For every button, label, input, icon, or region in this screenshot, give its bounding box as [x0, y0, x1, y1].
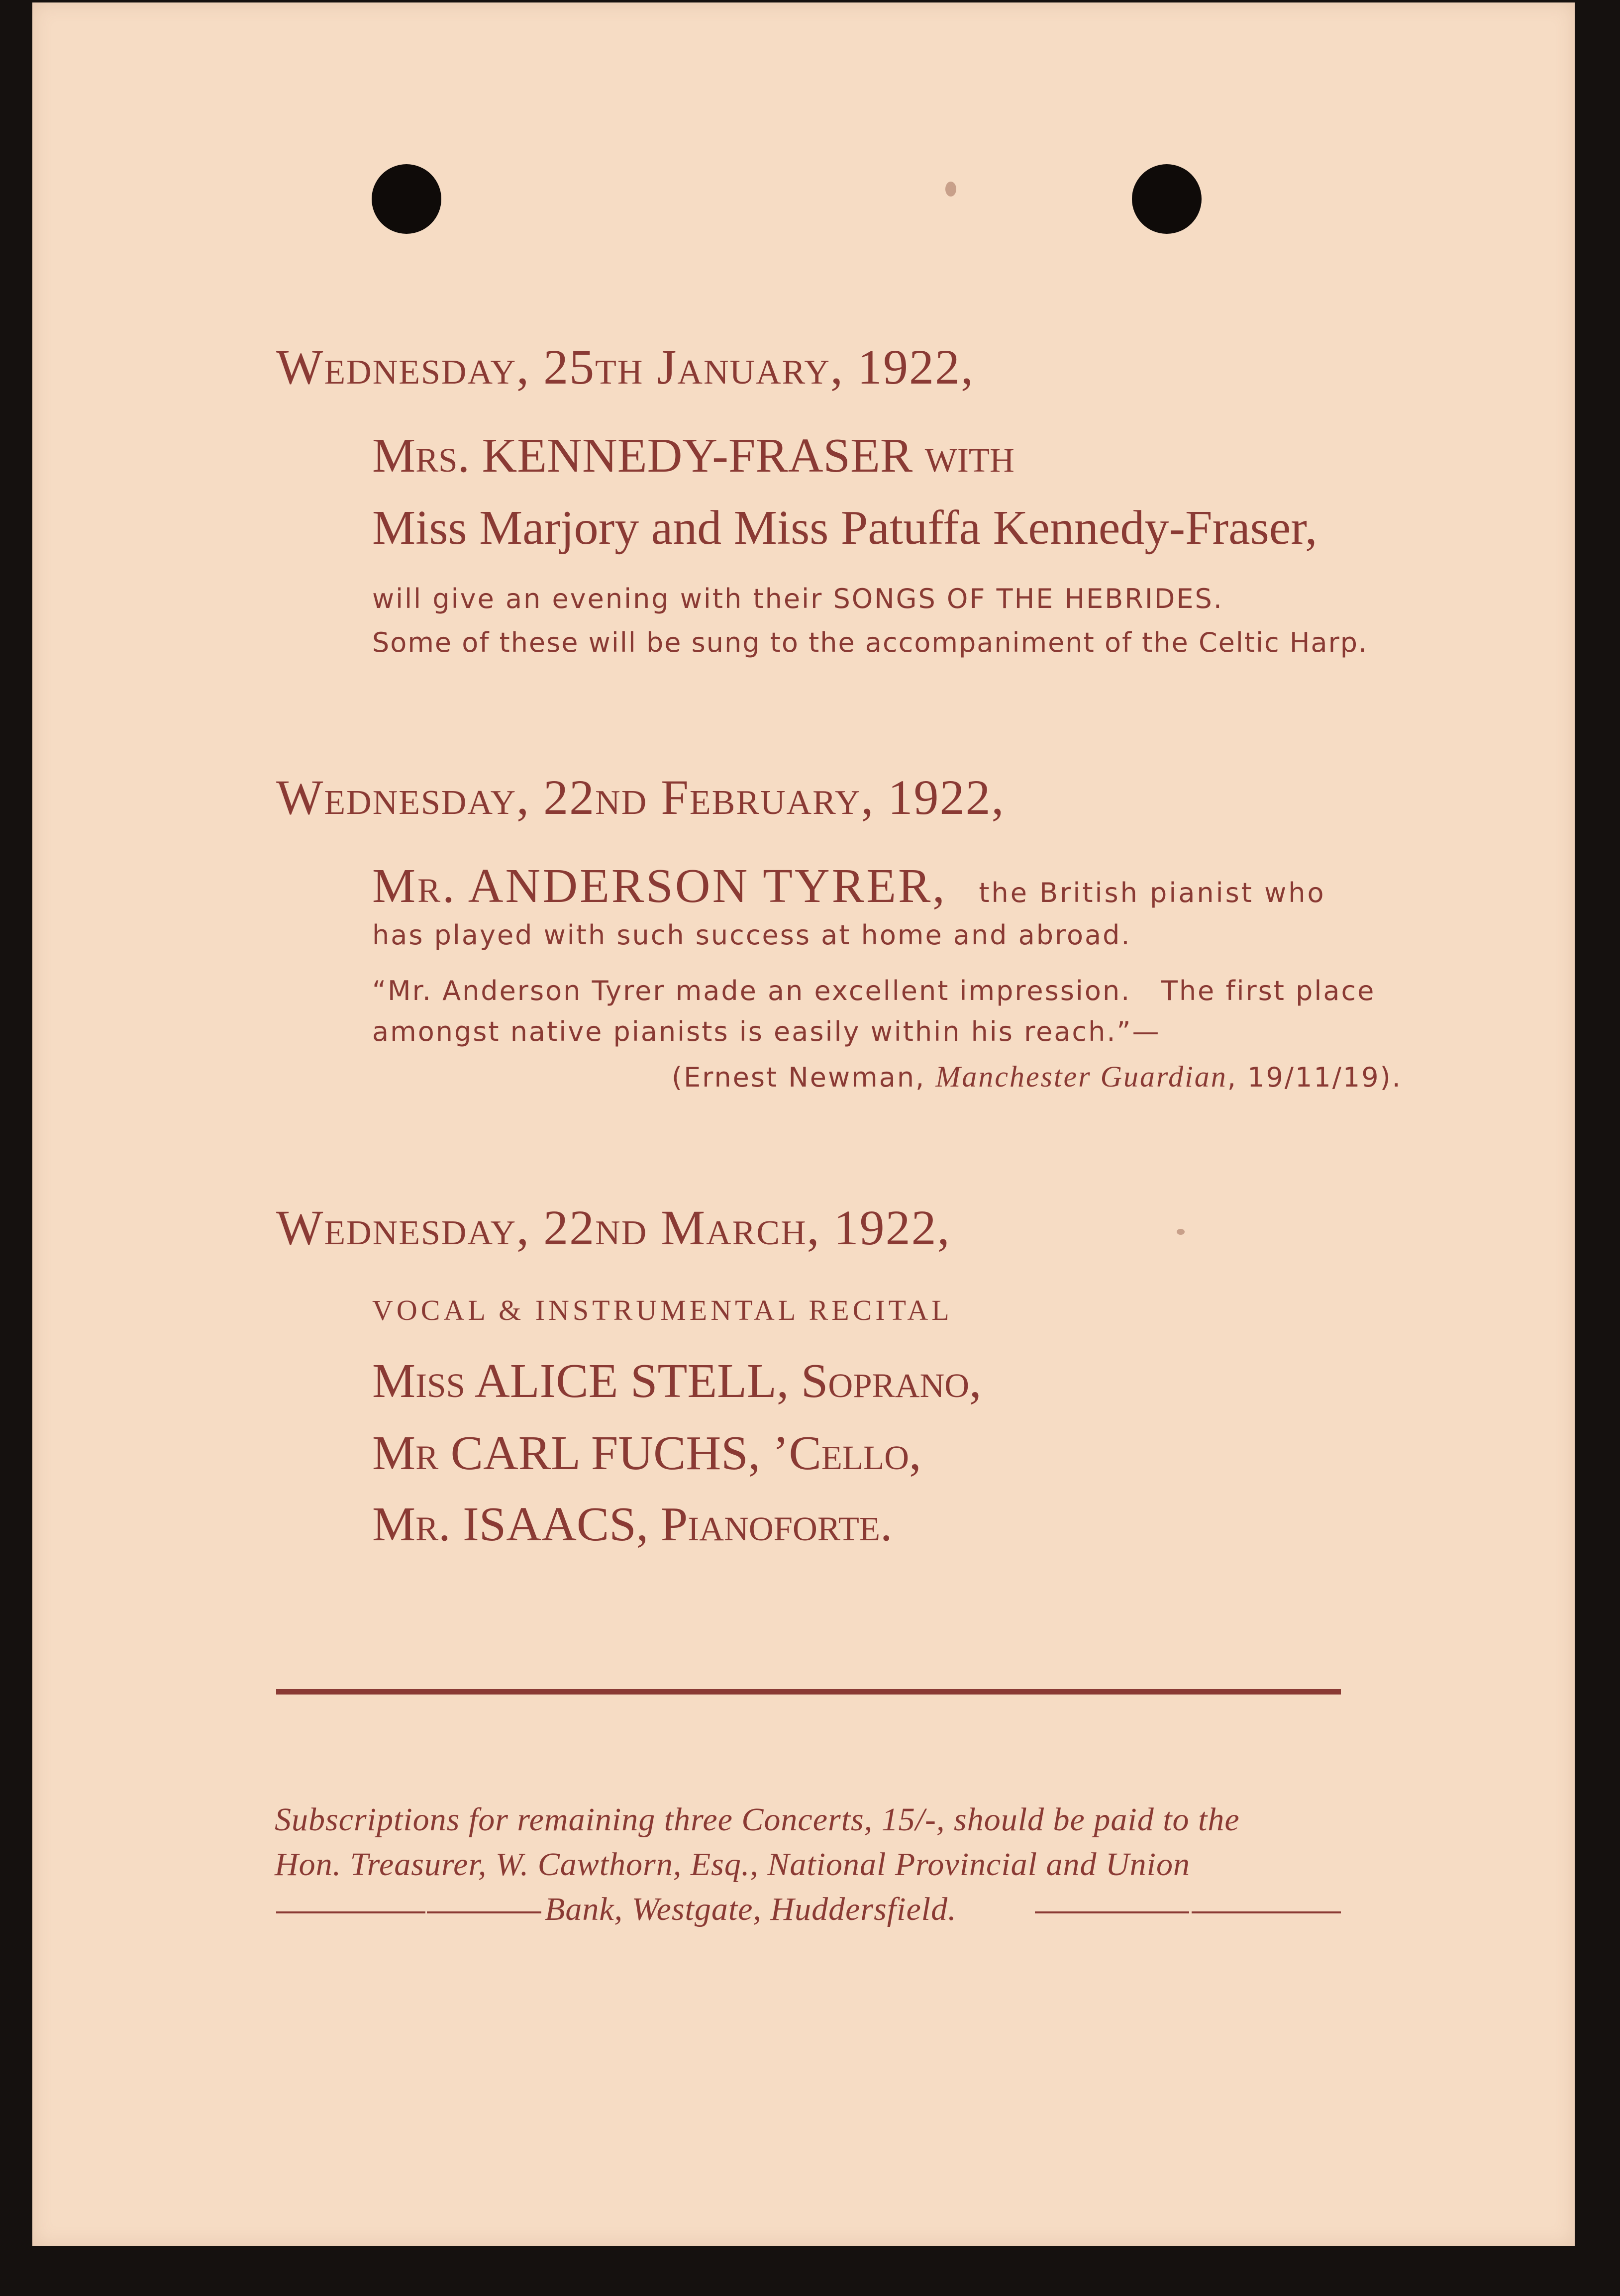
concert-3-label: VOCAL & INSTRUMENTAL RECITAL: [372, 1294, 953, 1326]
performer-description: the British pianist who: [979, 877, 1326, 908]
footer-line-2: Hon. Treasurer, W. Cawthorn, Esq., National Provincial and Union: [275, 1846, 1191, 1883]
concert-2-line-2: has played with such success at home and abroad.: [372, 919, 1131, 951]
concert-1-line-1: Mrs. KENNEDY-FRASER with: [372, 429, 1014, 483]
concert-2-quote-2: amongst native pianists is easily within his reach.”—: [372, 1016, 1161, 1047]
footer-dash-left: [276, 1911, 425, 1913]
concert-3-artist-1: Miss ALICE STELL, Soprano,: [372, 1354, 982, 1408]
concert-1-line-3: will give an evening with their SONGS OF THE HEBRIDES.: [372, 583, 1223, 614]
divider-rule: [276, 1689, 1341, 1695]
paper-speck: [945, 182, 956, 197]
concert-2-line-1: [372, 858, 1326, 914]
footer-dash-left: [427, 1911, 541, 1913]
punch-hole-left: [372, 164, 441, 234]
concert-1-date: Wednesday, 25th January, 1922,: [276, 339, 974, 395]
footer-line-1: Subscriptions for remaining three Concerts, 15/-, should be paid to the: [275, 1801, 1240, 1838]
paper-speck: [1177, 1229, 1185, 1235]
concert-2-citation: (Ernest Newman, Manchester Guardian, 19/11/19).: [672, 1060, 1402, 1093]
concert-3-artist-3: Mr. ISAACS, Pianoforte.: [372, 1497, 893, 1551]
concert-2-quote-1: “Mr. Anderson Tyrer made an excellent impression. The first place: [372, 975, 1376, 1006]
footer-dash-right: [1192, 1911, 1341, 1913]
concert-3-artist-2: Mr CARL FUCHS, ’Cello,: [372, 1426, 921, 1480]
footer-dash-right: [1035, 1911, 1189, 1913]
concert-1-line-2: Miss Marjory and Miss Patuffa Kennedy-Fraser,: [372, 501, 1317, 555]
punch-hole-right: [1132, 164, 1202, 234]
concert-1-line-4: Some of these will be sung to the accompaniment of the Celtic Harp.: [372, 627, 1368, 658]
performer-name: Mr. ANDERSON TYRER,: [372, 859, 947, 913]
footer-line-3: Bank, Westgate, Huddersfield.: [545, 1891, 957, 1927]
concert-3-date: Wednesday, 22nd March, 1922,: [276, 1200, 951, 1255]
concert-2-date: Wednesday, 22nd February, 1922,: [276, 770, 1005, 825]
